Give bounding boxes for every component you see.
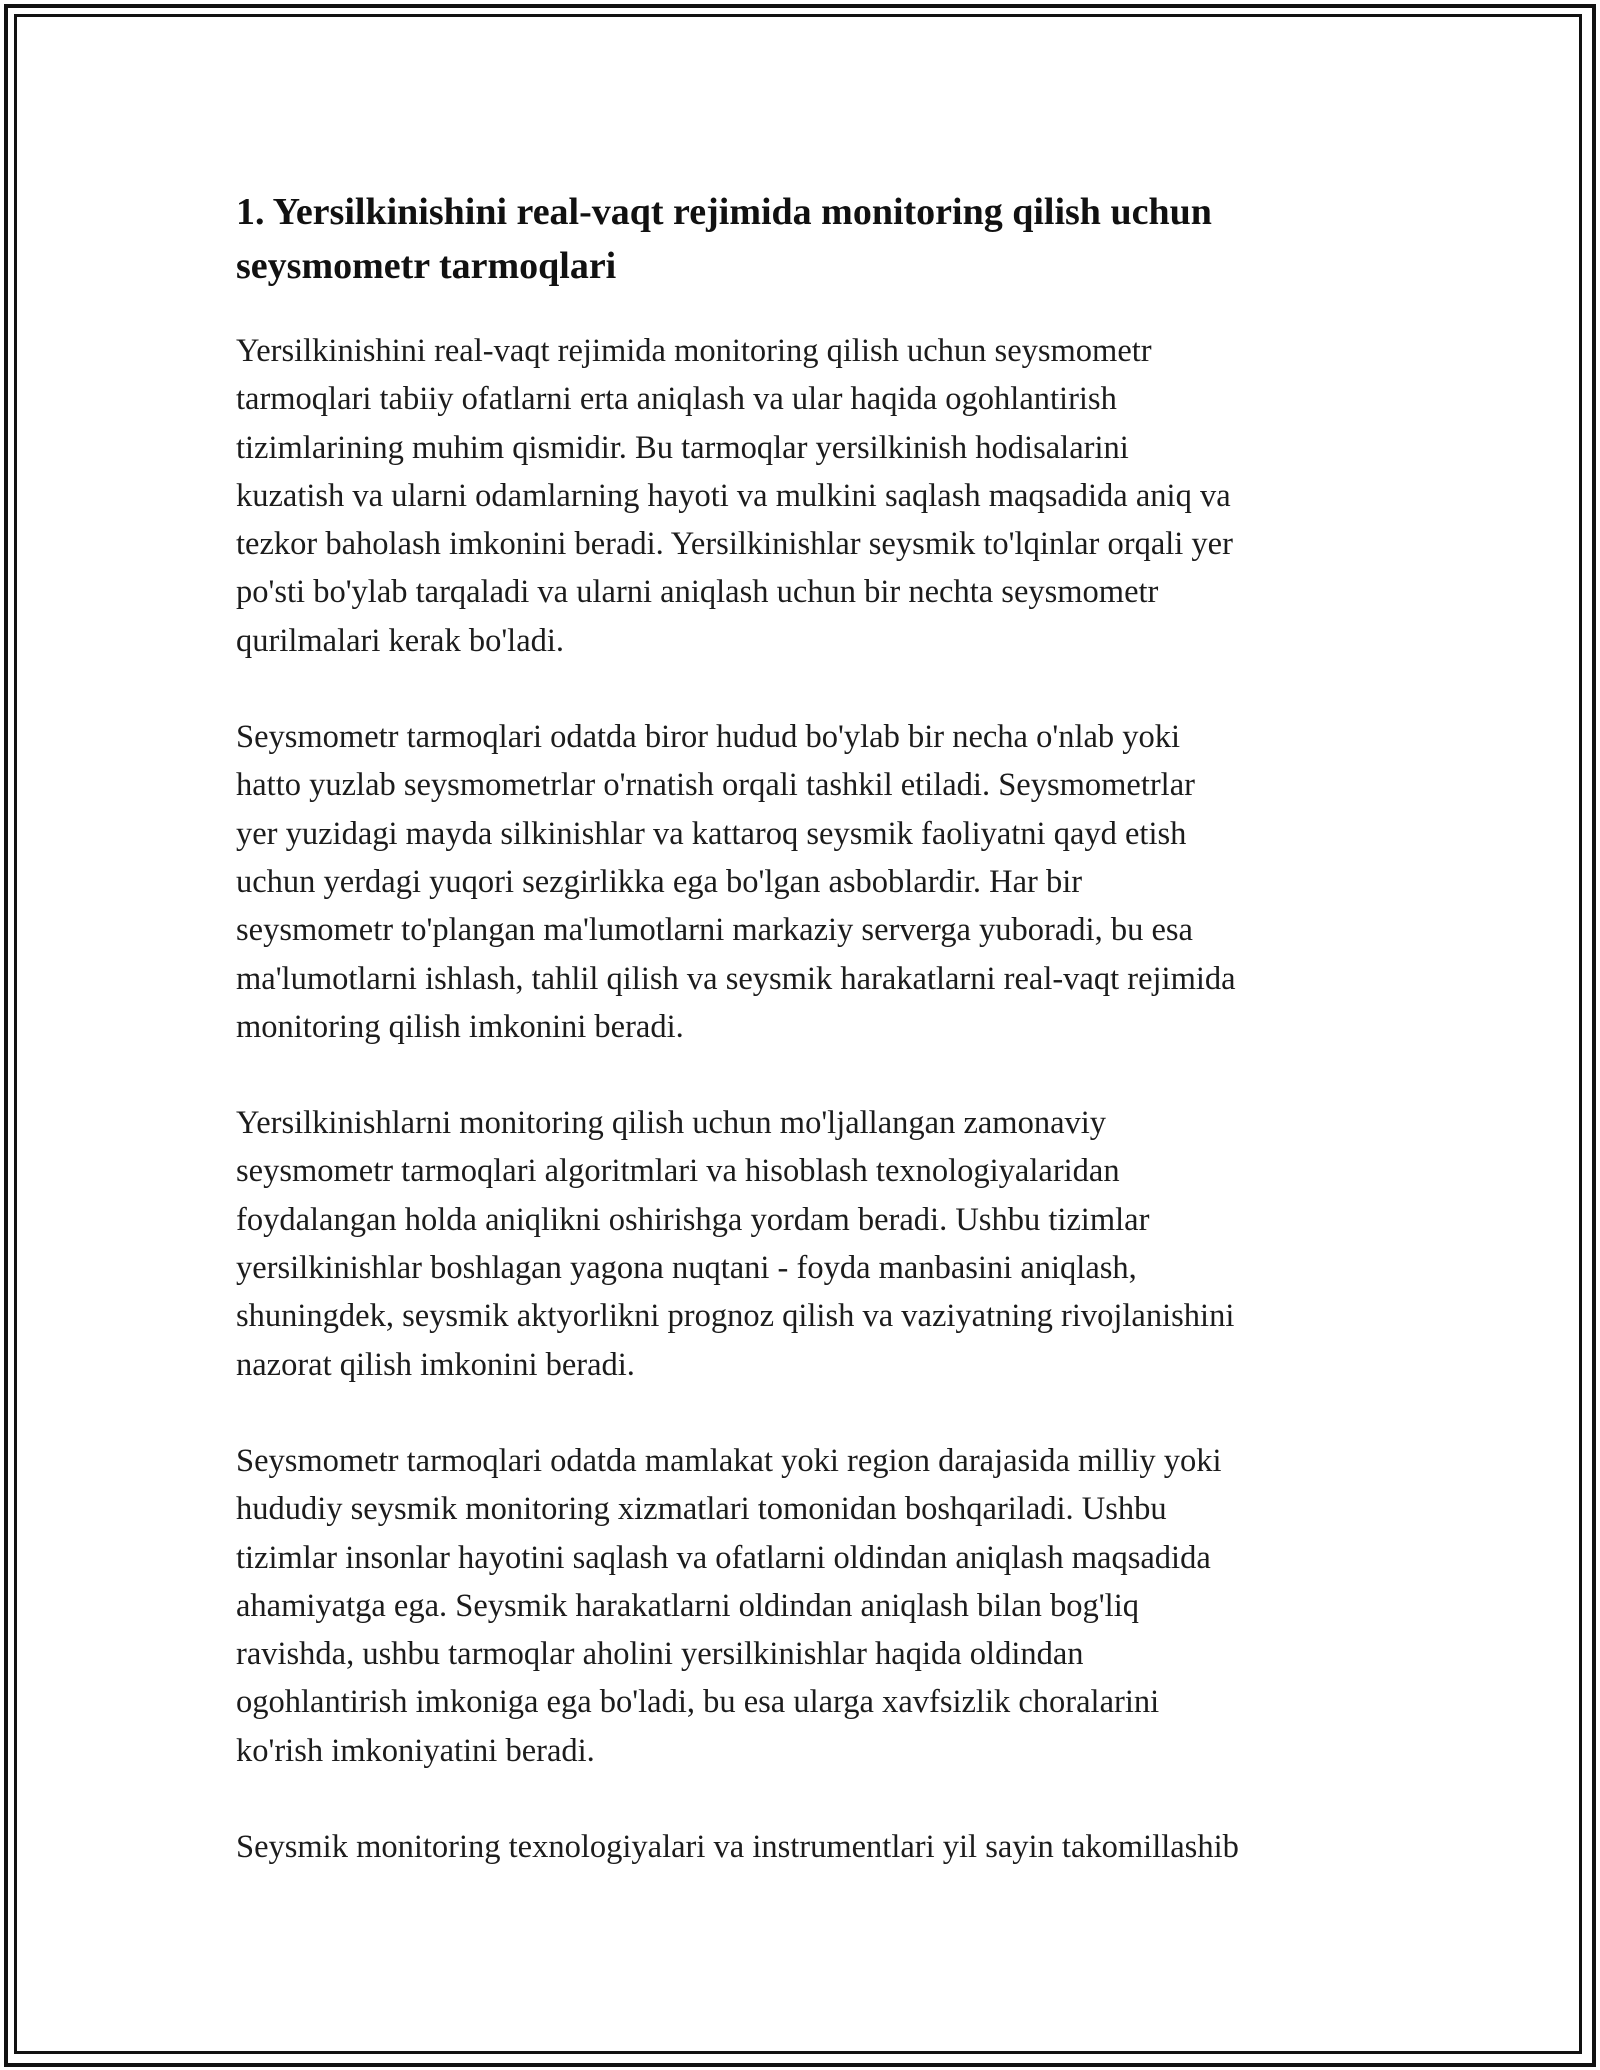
heading-line: 1. Yersilkinishini real-vaqt rejimida monitoring qilish uchun (236, 191, 1212, 233)
paragraph-line: hatto yuzlab seysmometrlar o'rnatish orqali tashkil etiladi. Seysmometrlar (236, 767, 1195, 804)
paragraph-line: Yersilkinishini real-vaqt rejimida monitoring qilish uchun seysmometr (236, 333, 1152, 369)
paragraph-line: Seysmometr tarmoqlari odatda mamlakat yoki region darajasida milliy yoki (236, 1442, 1222, 1479)
paragraph-2 (236, 713, 1376, 1051)
paragraph-1 (236, 327, 1376, 665)
paragraph-line: ma'lumotlarni ishlash, tahlil qilish va seysmik harakatlarni real-vaqt rejimida (236, 960, 1236, 997)
paragraph-line: tarmoqlari tabiiy ofatlarni erta aniqlash va ular haqida ogohlantirish (236, 381, 1117, 418)
paragraph-line: shuningdek, seysmik aktyorlikni prognoz qilish va vaziyatning rivojlanishini (236, 1298, 1235, 1335)
paragraph-line: po'sti bo'ylab tarqaladi va ularni aniqlash uchun bir nechta seysmometr (236, 574, 1159, 611)
paragraph-line: qurilmalari kerak bo'ladi. (236, 622, 565, 659)
paragraph-3 (236, 1099, 1376, 1389)
paragraph-line: ravishda, ushbu tarmoqlar aholini yersilkinishlar haqida oldindan (236, 1636, 1084, 1673)
paragraph-line: foydalangan holda aniqlikni oshirishga yordam beradi. Ushbu tizimlar (236, 1201, 1150, 1238)
paragraph-line: Seysmometr tarmoqlari odatda biror hudud bo'ylab bir necha o'nlab yoki (236, 719, 1181, 756)
paragraph-line: hududiy seysmik monitoring xizmatlari tomonidan boshqariladi. Ushbu (236, 1491, 1167, 1528)
paragraph-line: nazorat qilish imkonini beradi. (236, 1346, 635, 1383)
paragraph-line: seysmometr to'plangan ma'lumotlarni markaziy serverga yuboradi, bu esa (236, 912, 1193, 949)
paragraph-line: Yersilkinishlarni monitoring qilish uchun mo'ljallangan zamonaviy (236, 1105, 1107, 1142)
paragraph-line: tizimlar insonlar hayotini saqlash va ofatlarni oldindan aniqlash maqsadida (236, 1539, 1211, 1576)
paragraph-5 (236, 1823, 1376, 1871)
paragraph-line: uchun yerdagi yuqori sezgirlikka ega bo'lgan asboblardir. Har bir (236, 863, 1083, 900)
paragraph-line: kuzatish va ularni odamlarning hayoti va mulkini saqlash maqsadida aniq va (236, 477, 1231, 514)
document-body (236, 185, 1376, 1919)
paragraph-line: yer yuzidagi mayda silkinishlar va kattaroq seysmik faoliyatni qayd etish (236, 815, 1187, 852)
heading-line: seysmometr tarmoqlari (236, 245, 617, 287)
section-heading (236, 185, 1376, 293)
paragraph-line: ogohlantirish imkoniga ega bo'ladi, bu esa ularga xavfsizlik choralarini (236, 1684, 1160, 1721)
paragraph-4 (236, 1437, 1376, 1775)
paragraph-line: tizimlarining muhim qismidir. Bu tarmoqlar yersilkinish hodisalarini (236, 429, 1129, 466)
paragraph-line: seysmometr tarmoqlari algoritmlari va hisoblash texnologiyalaridan (236, 1153, 1120, 1190)
paragraph-line: monitoring qilish imkonini beradi. (236, 1008, 684, 1045)
paragraph-line: yersilkinishlar boshlagan yagona nuqtani - foyda manbasini aniqlash, (236, 1250, 1137, 1287)
paragraph-line: ko'rish imkoniyatini beradi. (236, 1732, 595, 1769)
paragraph-line: Seysmik monitoring texnologiyalari va instrumentlari yil sayin takomillashib (236, 1829, 1239, 1866)
paragraph-line: ahamiyatga ega. Seysmik harakatlarni oldindan aniqlash bilan bog'liq (236, 1587, 1139, 1624)
paragraph-line: tezkor baholash imkonini beradi. Yersilkinishlar seysmik to'lqinlar orqali yer (236, 526, 1233, 563)
